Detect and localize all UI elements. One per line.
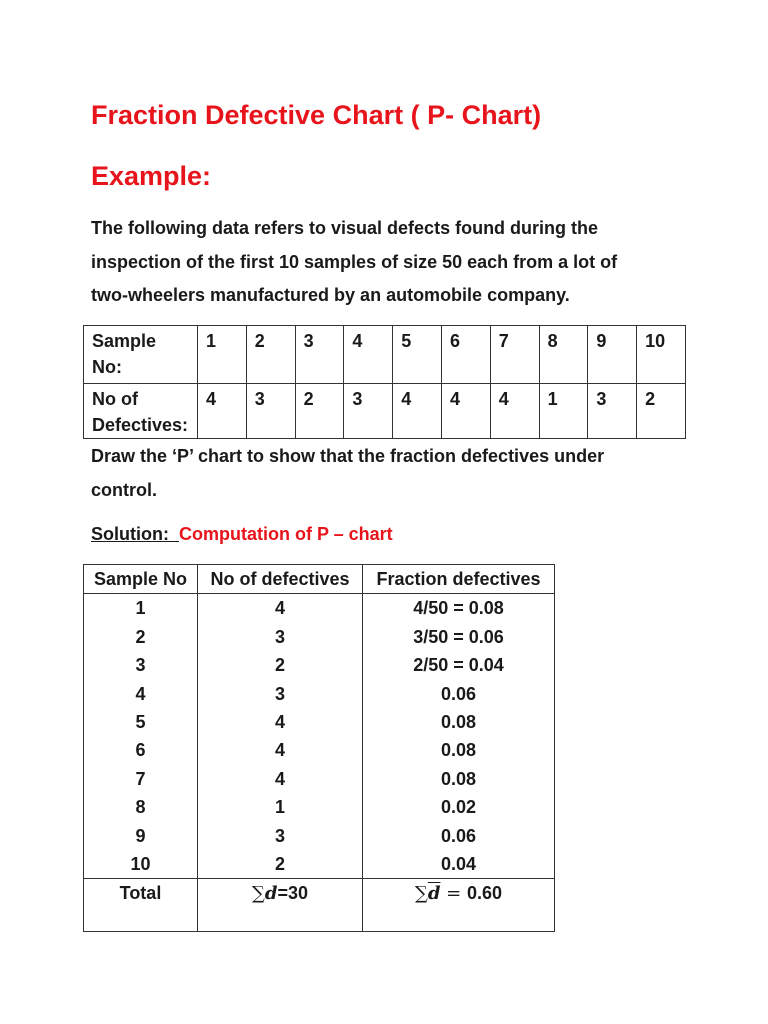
sample-no-cell: 5 <box>84 708 198 736</box>
intro-line-2: inspection of the first 10 samples of size 50 each from a lot of <box>91 252 618 272</box>
table-row <box>84 850 555 879</box>
fraction-cell: 3/50 = 0.06 <box>363 623 555 651</box>
table-total-row <box>84 879 555 932</box>
table-row <box>84 594 555 623</box>
sample-no-cell: 3 <box>84 651 198 679</box>
table-row <box>84 651 555 679</box>
table-header-row <box>84 565 555 594</box>
instruction-line-2: control. <box>91 480 157 500</box>
instruction-line-1: Draw the ‘P’ chart to show that the fraction defectives under <box>91 446 605 466</box>
defectives-cell: 3 <box>246 384 295 439</box>
total-label: Total <box>84 879 198 932</box>
table-row <box>84 384 686 439</box>
fraction-cell: 0.08 <box>363 708 555 736</box>
total-defectives: ∑d=30 <box>198 879 363 932</box>
sample-cell: 6 <box>441 326 490 384</box>
table-row <box>84 708 555 736</box>
table-row <box>84 765 555 793</box>
table-row <box>84 623 555 651</box>
defectives-cell: 2 <box>637 384 686 439</box>
column-header: Sample No <box>84 565 198 594</box>
defectives-cell: 3 <box>588 384 637 439</box>
defectives-cell: 3 <box>198 680 363 708</box>
defects-data-table <box>83 325 686 439</box>
intro-line-3: two-wheelers manufactured by an automobile company. <box>91 285 570 305</box>
table-row <box>84 793 555 821</box>
sample-no-cell: 6 <box>84 736 198 764</box>
table-row <box>84 680 555 708</box>
sample-cell: 8 <box>539 326 588 384</box>
sample-no-cell: 1 <box>84 594 198 623</box>
defectives-cell: 4 <box>393 384 442 439</box>
sample-no-cell: 4 <box>84 680 198 708</box>
solution-heading <box>91 522 393 546</box>
defectives-cell: 3 <box>198 623 363 651</box>
defectives-cell: 4 <box>198 736 363 764</box>
table-row <box>84 326 686 384</box>
table-row <box>84 822 555 850</box>
defectives-cell: 2 <box>198 850 363 879</box>
defectives-cell: 4 <box>490 384 539 439</box>
sample-no-cell: 9 <box>84 822 198 850</box>
fraction-cell: 0.06 <box>363 680 555 708</box>
sample-cell: 10 <box>637 326 686 384</box>
defectives-cell: 4 <box>198 384 247 439</box>
fraction-cell: 0.06 <box>363 822 555 850</box>
fraction-cell: 0.08 <box>363 765 555 793</box>
defectives-cell: 4 <box>441 384 490 439</box>
total-fraction: $\sum\overline{d} = 0.60$ <box>363 879 555 932</box>
defectives-cell: 1 <box>539 384 588 439</box>
sample-no-cell: 2 <box>84 623 198 651</box>
sample-no-cell: 7 <box>84 765 198 793</box>
sample-cell: 1 <box>198 326 247 384</box>
column-header: No of defectives <box>198 565 363 594</box>
fraction-cell: 0.04 <box>363 850 555 879</box>
defectives-cell: 4 <box>198 765 363 793</box>
solution-label: Solution: <box>91 524 169 544</box>
table-row <box>84 736 555 764</box>
sample-cell: 5 <box>393 326 442 384</box>
page-title: Fraction Defective Chart ( P- Chart) <box>91 100 542 130</box>
sample-cell: 7 <box>490 326 539 384</box>
defectives-cell: 3 <box>344 384 393 439</box>
defectives-cell: 3 <box>198 822 363 850</box>
defectives-cell: 4 <box>198 708 363 736</box>
sample-cell: 4 <box>344 326 393 384</box>
defectives-cell: 2 <box>295 384 344 439</box>
defectives-cell: 2 <box>198 651 363 679</box>
sample-cell: 3 <box>295 326 344 384</box>
solution-subtitle: Computation of P – chart <box>179 524 393 544</box>
fraction-cell: 2/50 = 0.04 <box>363 651 555 679</box>
computation-table <box>83 564 555 932</box>
intro-line-1: The following data refers to visual defects found during the <box>91 218 599 238</box>
sample-cell: 9 <box>588 326 637 384</box>
row-header-sample-no: Sample No: <box>84 326 198 384</box>
sample-cell: 2 <box>246 326 295 384</box>
row-header-defectives: No of Defectives: <box>84 384 198 439</box>
example-heading: Example: <box>91 161 212 191</box>
defectives-cell: 4 <box>198 594 363 623</box>
column-header: Fraction defectives <box>363 565 555 594</box>
sample-no-cell: 8 <box>84 793 198 821</box>
sample-no-cell: 10 <box>84 850 198 879</box>
fraction-cell: 0.02 <box>363 793 555 821</box>
fraction-cell: 0.08 <box>363 736 555 764</box>
fraction-cell: 4/50 = 0.08 <box>363 594 555 623</box>
defectives-cell: 1 <box>198 793 363 821</box>
